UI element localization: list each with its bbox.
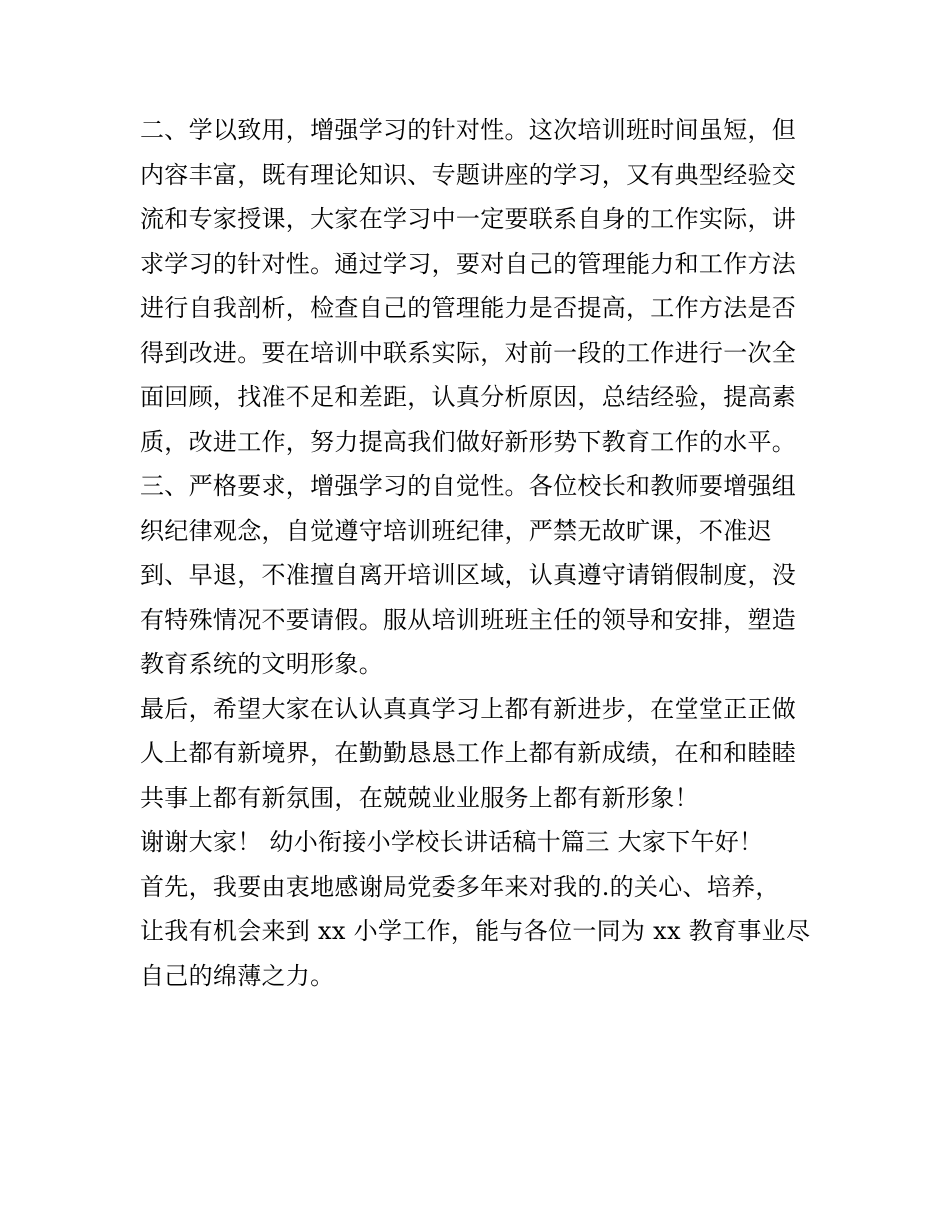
text-line: 求学习的针对性。通过学习，要对自己的管理能力和工作方法 bbox=[140, 249, 797, 278]
text-line: 首先，我要由衷地感谢局党委多年来对我的.的关心、培养， bbox=[140, 872, 780, 901]
text-line: 二、学以致用，增强学习的针对性。这次培训班时间虽短，但 bbox=[140, 116, 797, 144]
text-line: 流和专家授课，大家在学习中一定要联系自身的工作实际，讲 bbox=[140, 205, 797, 233]
text-line: 织纪律观念，自觉遵守培训班纪律，严禁无故旷课，不准迟 bbox=[140, 516, 772, 545]
text-line: 让我有机会来到 xx 小学工作，能与各位一同为 xx 教育事业尽 bbox=[140, 917, 811, 945]
text-line: 有特殊情况不要请假。服从培训班班主任的领导和安排，塑造 bbox=[140, 605, 797, 634]
text-line: 面回顾，找准不足和差距，认真分析原因，总结经验，提高素 bbox=[140, 383, 797, 411]
body-text bbox=[140, 108, 820, 998]
text-line: 谢谢大家！ 幼小衔接小学校长讲话稿十篇三 大家下午好！ bbox=[140, 828, 764, 856]
text-line: 最后，希望大家在认认真真学习上都有新进步，在堂堂正正做 bbox=[140, 694, 797, 723]
text-line: 到、早退，不准擅自离开培训区域，认真遵守请销假制度，没 bbox=[140, 561, 797, 589]
text-line: 三、严格要求，增强学习的自觉性。各位校长和教师要增强组 bbox=[140, 472, 797, 500]
text-line: 共事上都有新氛围，在兢兢业业服务上都有新形象！ bbox=[140, 783, 699, 812]
text-line: 质，改进工作，努力提高我们做好新形势下教育工作的水平。 bbox=[140, 427, 797, 456]
text-line: 教育系统的文明形象。 bbox=[140, 650, 383, 678]
text-line: 人上都有新境界，在勤勤恳恳工作上都有新成绩，在和和睦睦 bbox=[140, 739, 797, 767]
text-line: 进行自我剖析，检查自己的管理能力是否提高，工作方法是否 bbox=[140, 294, 797, 322]
text-line: 内容丰富，既有理论知识、专题讲座的学习，又有典型经验交 bbox=[140, 160, 797, 189]
text-line: 自己的绵薄之力。 bbox=[140, 961, 335, 990]
text-line: 得到改进。要在培训中联系实际，对前一段的工作进行一次全 bbox=[140, 338, 797, 367]
